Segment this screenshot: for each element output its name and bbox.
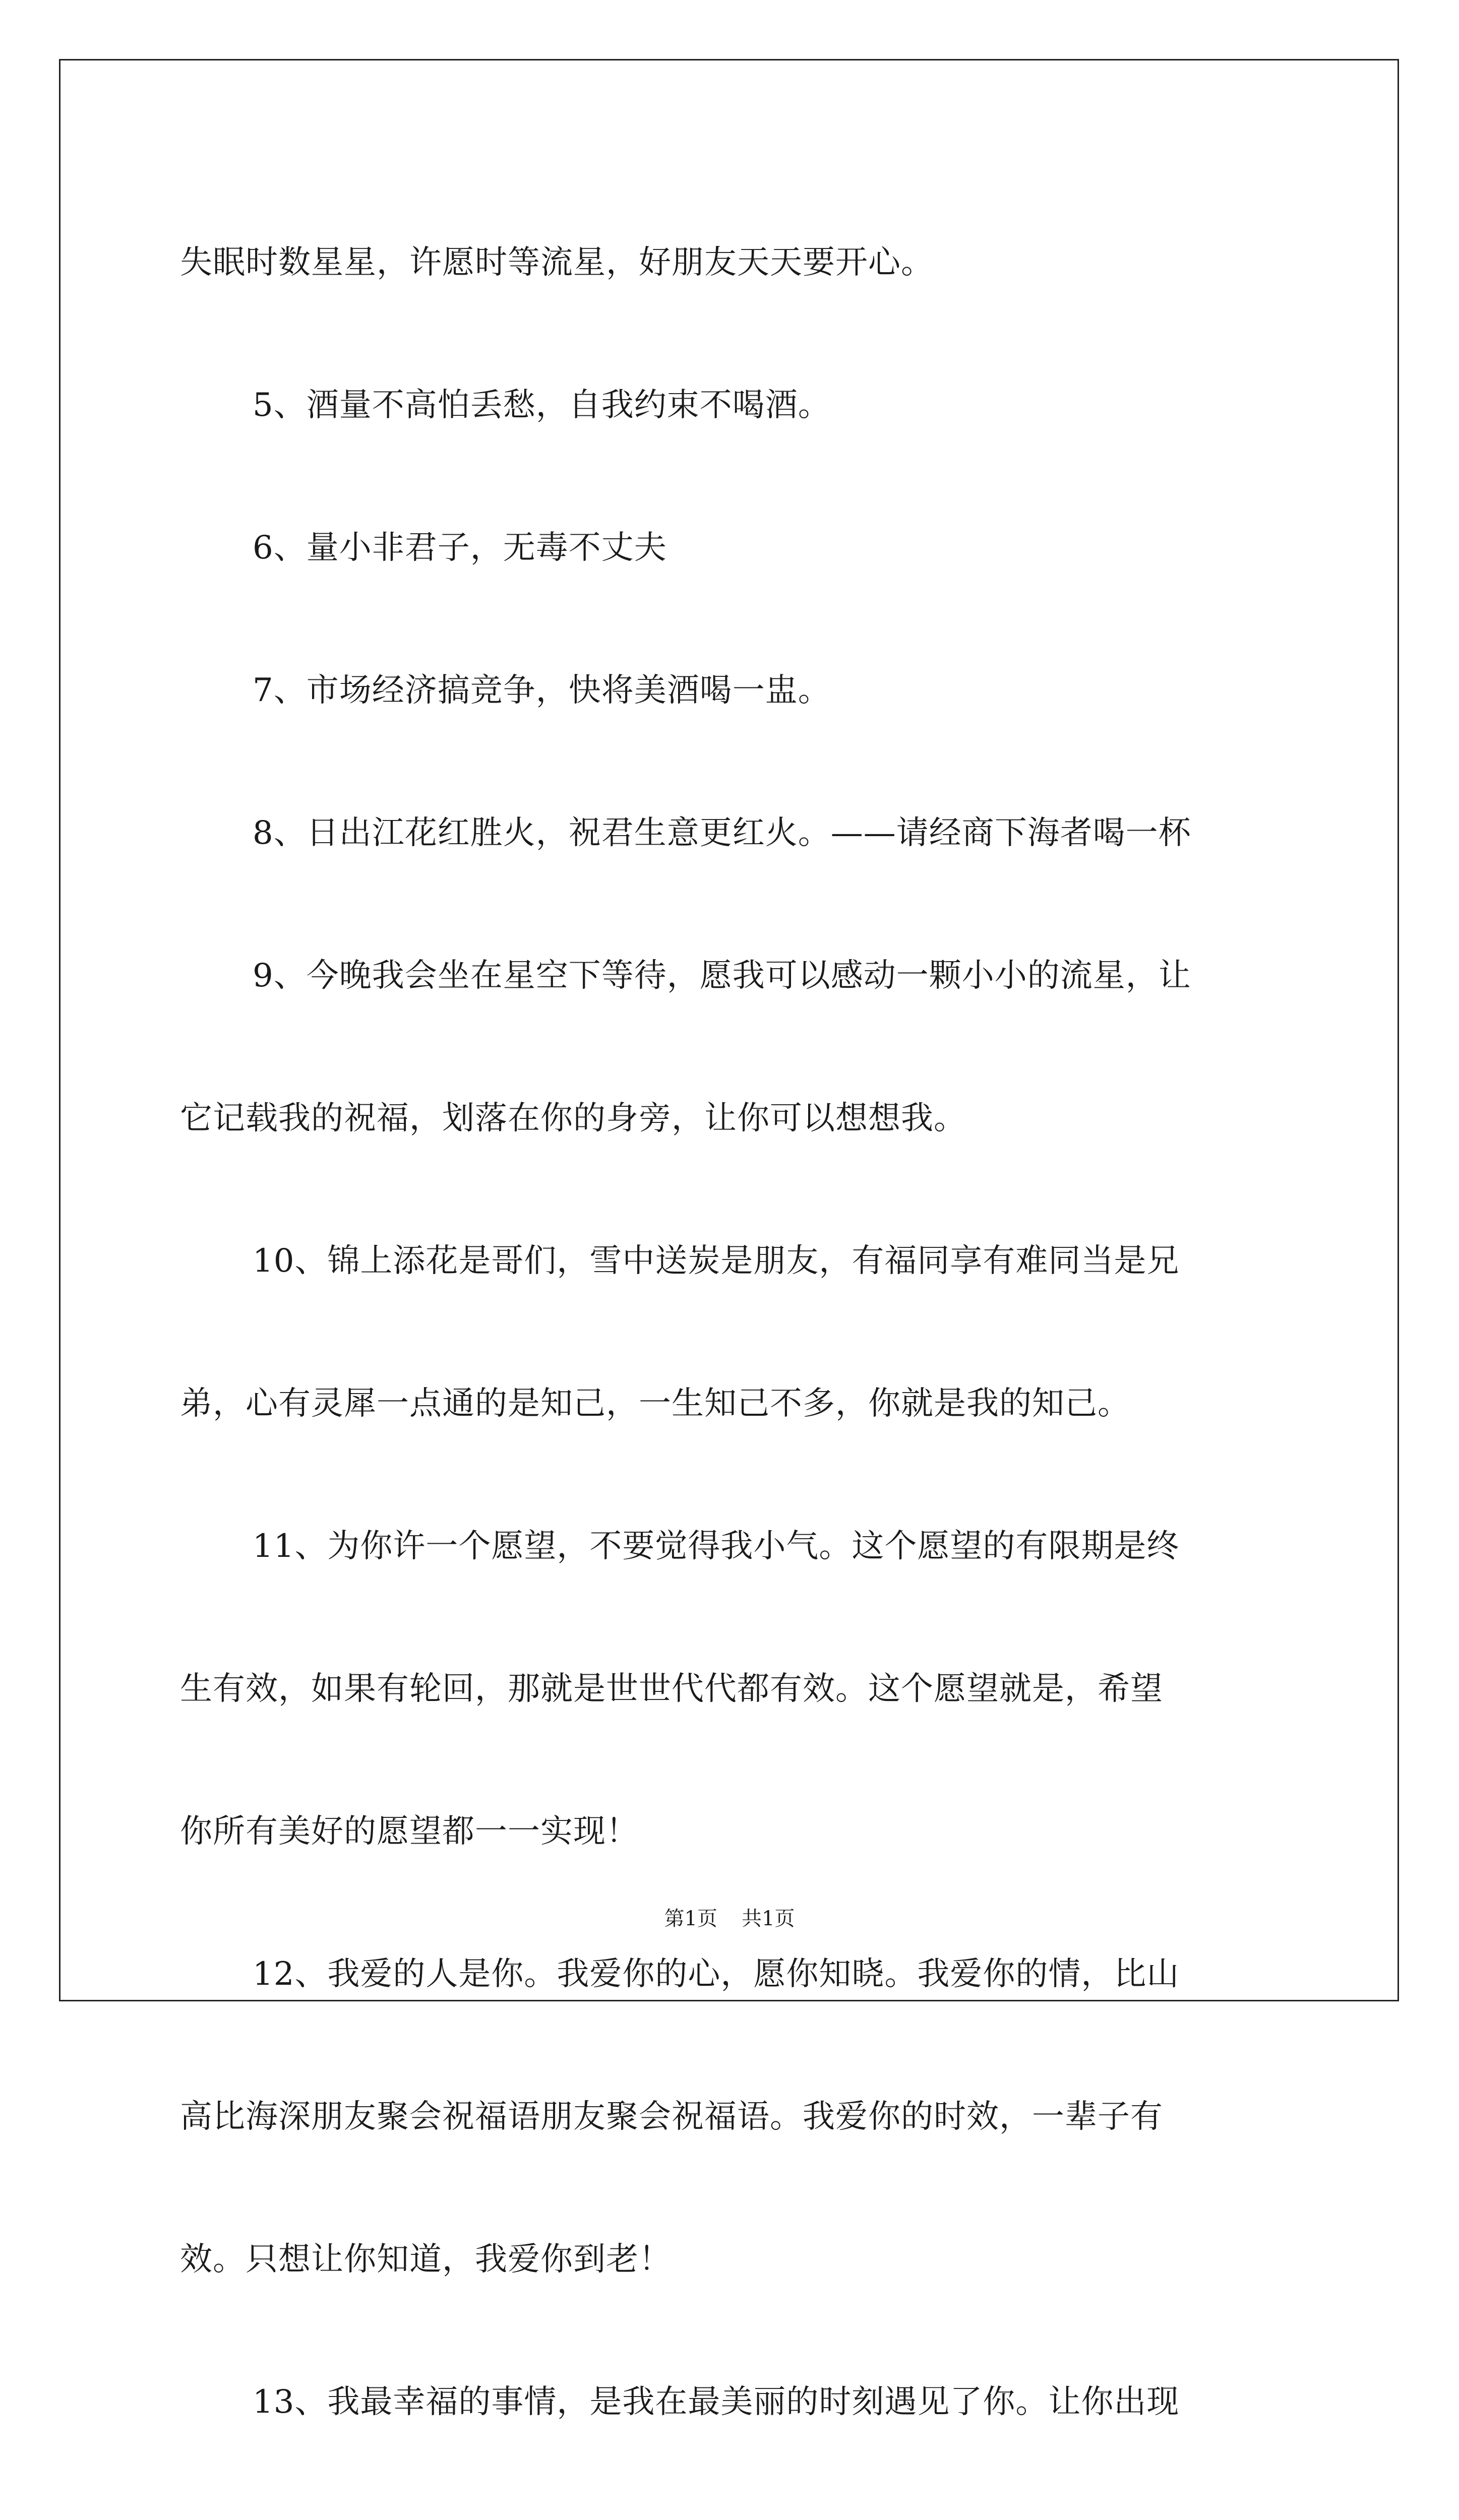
text-line-10: 11、为你许一个愿望，不要觉得我小气。这个愿望的有限期是终: [253, 1528, 1180, 1565]
text-line-9: 弟，心有灵犀一点通的是知己，一生知己不多，你就是我的知己。: [180, 1385, 1130, 1422]
text-line-7: 它记载我的祝福，划落在你的身旁，让你可以想想我。: [180, 1100, 966, 1137]
text-line-13: 12、我爱的人是你。我爱你的心，愿你知晓。我爱你的情，比山: [253, 1956, 1180, 1993]
text-line-3: 6、量小非君子，无毒不丈夫: [253, 529, 667, 566]
page-total: 共1页: [742, 1907, 795, 1930]
text-line-5: 8、日出江花红胜火，祝君生意更红火。——请经商下海者喝一杯: [253, 814, 1191, 852]
text-line-14: 高比海深朋友聚会祝福语朋友聚会祝福语。我爱你的时效，一辈子有: [180, 2098, 1163, 2135]
text-line-8: 10、锦上添花是哥们，雪中送炭是朋友，有福同享有难同当是兄: [253, 1242, 1180, 1280]
page-footer: [0, 1906, 1459, 1931]
text-line-1: 失眠时数星星，许愿时等流星，好朋友天天要开心。: [180, 244, 934, 281]
text-line-2: 5、酒量不高怕丢愁，自我约束不喝酒。: [253, 387, 831, 424]
text-line-4: 7、市场经济搞竞争，快将美酒喝一盅。: [253, 672, 831, 709]
text-line-15: 效。只想让你知道，我爱你到老！: [180, 2241, 672, 2278]
page-number: 第1页: [664, 1907, 717, 1930]
text-line-16: 13、我最幸福的事情，是我在最美丽的时刻遇见了你。让你出现: [253, 2383, 1180, 2421]
document-body: [180, 192, 1289, 2520]
text-line-17: [180, 2474, 1289, 2520]
text-line-11: 生有效，如果有轮回，那就是世世代代都有效。这个愿望就是，希望: [180, 1670, 1163, 1708]
text-line-6: 9、今晚我会坐在星空下等待，愿我可以感动一颗小小的流星，让: [253, 957, 1191, 994]
text-line-12: 你所有美好的愿望都一一实现！: [180, 1813, 639, 1850]
